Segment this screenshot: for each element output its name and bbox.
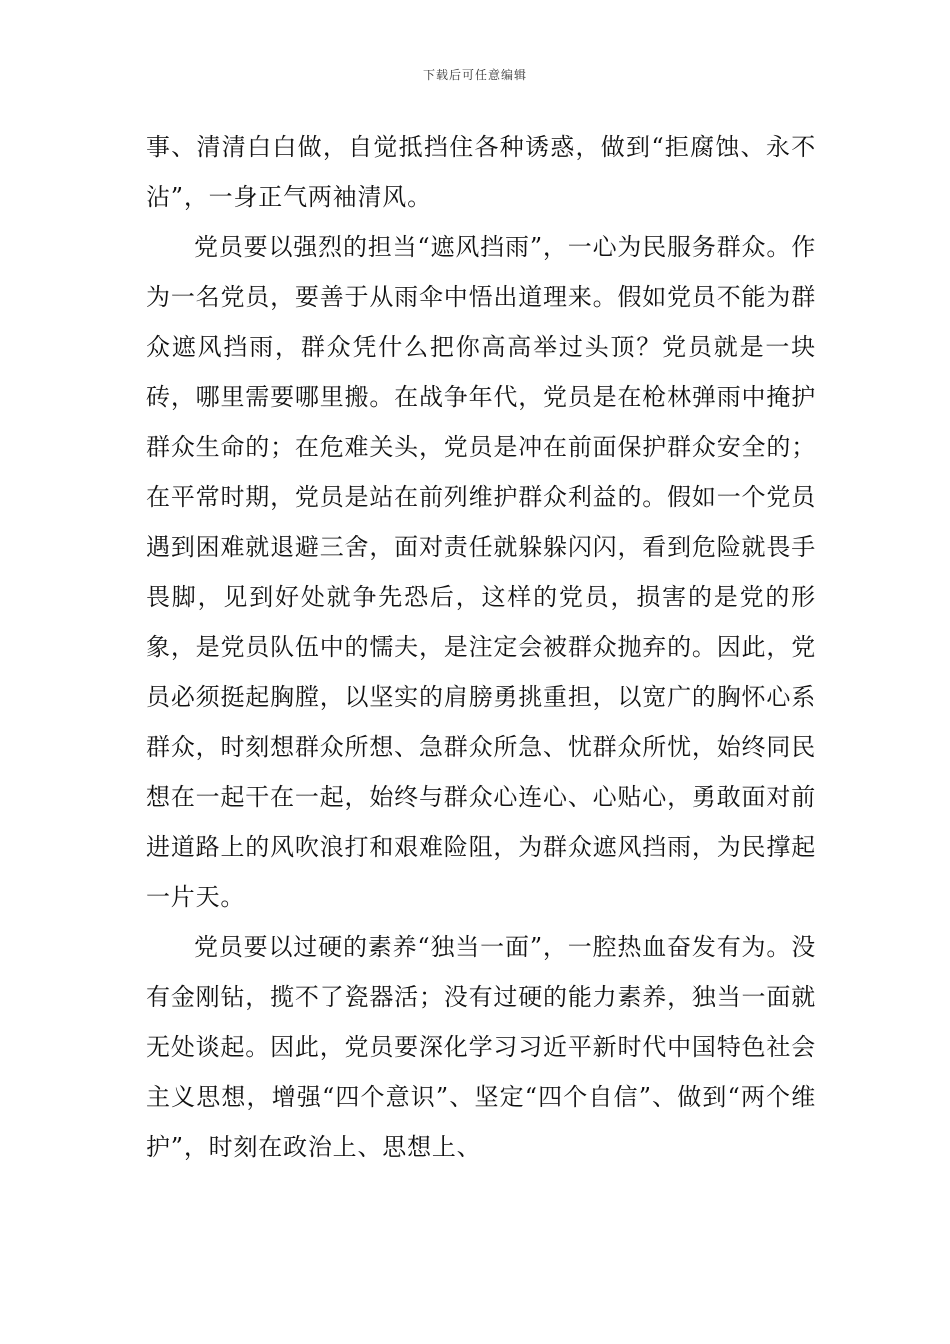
paragraph-stand-alone: 党员要以过硬的素养“独当一面”，一腔热血奋发有为。没有金刚钻，揽不了瓷器活；没有过硬的能力素养，独当一面就无处谈起。因此，党员要深化学习习近平新时代中国特色社会主义思想，增强“四个意识”、坚定“四个自信”、做到“两个维护”，时刻在政治上、思想上、 [146,933,816,1161]
paragraph-shelter-from-wind-and-rain: 党员要以强烈的担当“遮风挡雨”，一心为民服务群众。作为一名党员，要善于从雨伞中悟出道理来。假如党员不能为群众遮风挡雨，群众凭什么把你高高举过头顶？党员就是一块砖，哪里需要哪里搬。在战争年代，党员是在枪林弹雨中掩护群众生命的；在危难关头，党员是冲在前面保护群众安全的；在平常时期，党员是站在前列维护群众利益的。假如一个党员遇到困难就退避三舍，面对责任就躲躲闪闪，看到危险就畏手畏脚，见到好处就争先恐后，这样的党员，损害的是党的形象，是党员队伍中的懦夫，是注定会被群众抛弃的。因此，党员必须挺起胸膛，以坚实的肩膀勇挑重担，以宽广的胸怀心系群众，时刻想群众所想、急群众所急、忧群众所忧，始终同民想在一起干在一起，始终与群众心连心、心贴心，勇敢面对前进道路上的风吹浪打和艰难险阻，为群众遮风挡雨，为民撑起一片天。 [146,233,816,911]
document-body [146,122,816,1172]
paragraph-continuation: 事、清清白白做，自觉抵挡住各种诱惑，做到“拒腐蚀、永不沾”，一身正气两袖清风。 [146,133,816,211]
page-header-note: 下载后可任意编辑 [422,68,527,82]
